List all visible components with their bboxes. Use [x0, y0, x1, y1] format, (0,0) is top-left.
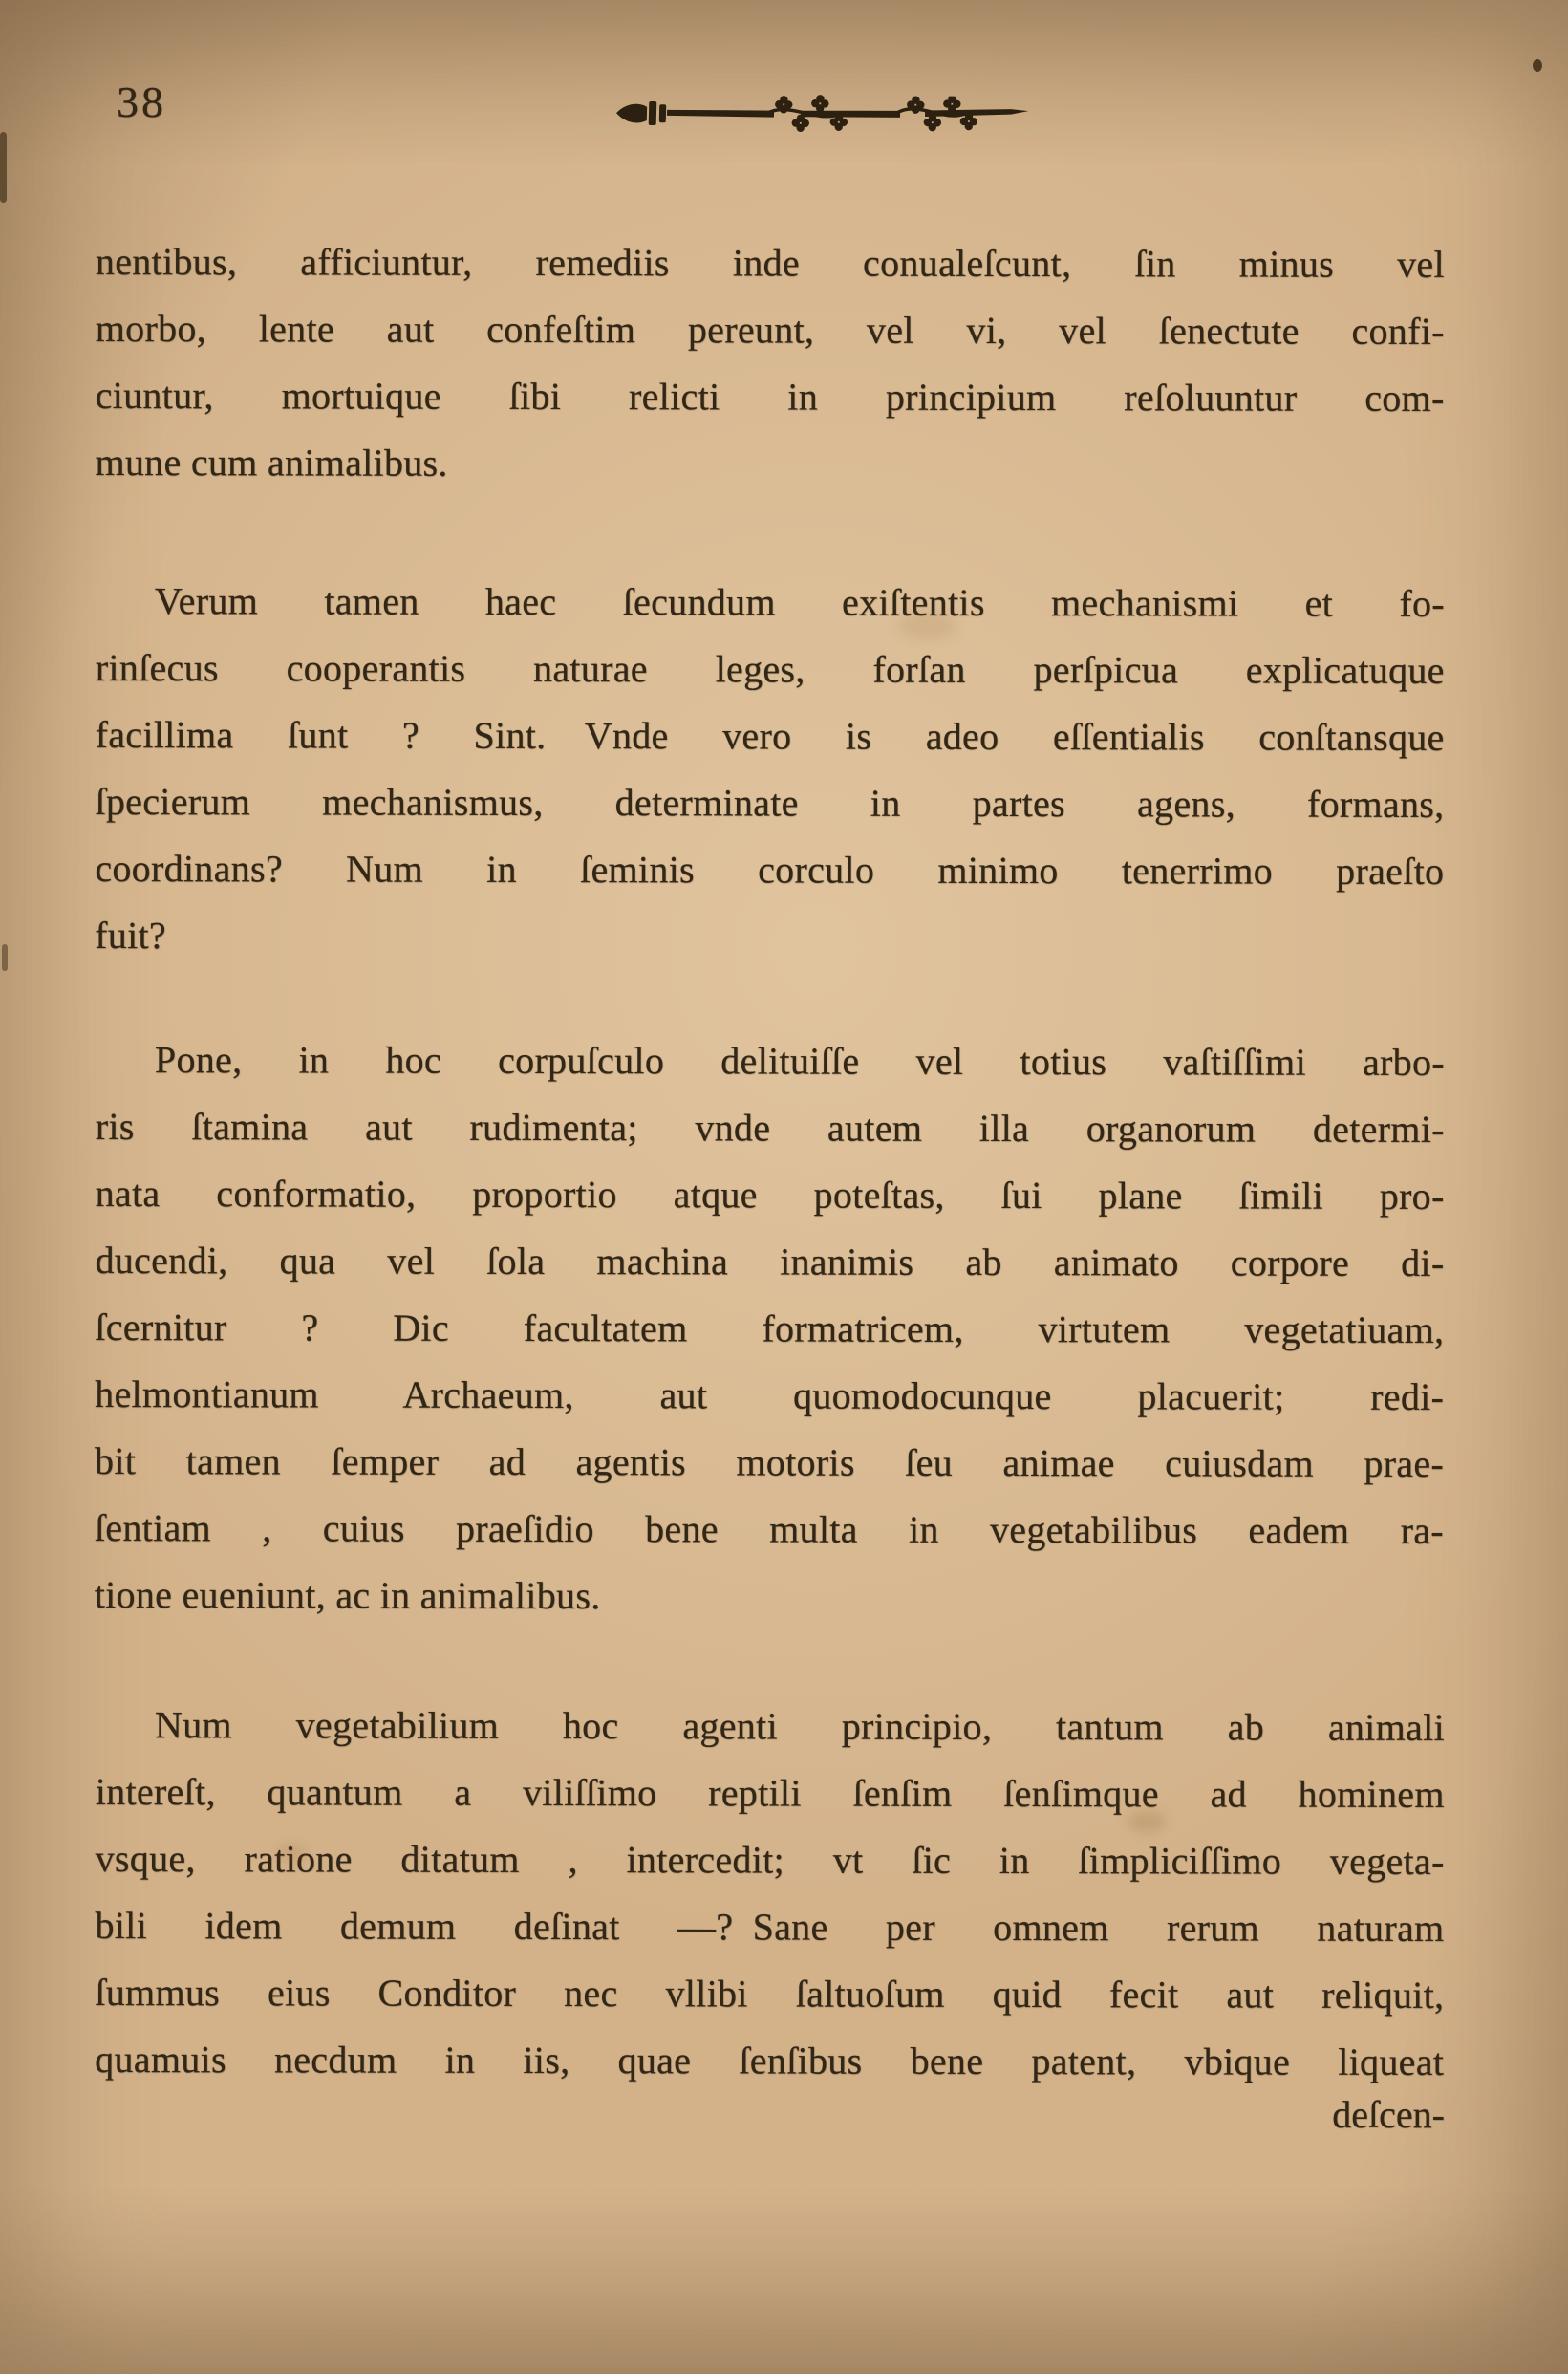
text-line: ſcernitur ? Dic facultatem formatricem, virtutem vegetatiuam,: [95, 1305, 1445, 1351]
text-line: bit tamen ſemper ad agentis motoris ſeu animae cuiusdam prae-: [95, 1438, 1445, 1485]
paper-speck: [1533, 59, 1542, 72]
text-line: Verum tamen haec ſecundum exiſtentis mechanismi et fo-: [154, 579, 1445, 625]
text-line: fuit?: [95, 913, 167, 958]
text-line: tione eueniunt, ac in animalibus.: [94, 1572, 601, 1618]
text-line: rinſecus cooperantis naturae leges, forſan perſpicua explicatuque: [95, 645, 1445, 692]
text-line: intereſt, quantum a viliſſimo reptili ſenſim ſenſimque ad hominem: [95, 1769, 1445, 1816]
text-line: nata conformatio, proportio atque poteſtas, ſui plane ſimili pro-: [95, 1171, 1445, 1218]
page-edge-mark: [0, 132, 7, 203]
text-line: Num vegetabilium hoc agenti principio, tantum ab animali: [154, 1703, 1445, 1749]
text-line: ſentiam , cuius praeſidio bene multa in vegetabilibus eadem ra-: [94, 1505, 1444, 1552]
printers-ornament-icon: [612, 88, 1030, 148]
text-line: bili idem demum deſinat —? Sane per omnem rerum naturam: [95, 1903, 1445, 1950]
page-edge-mark: [2, 944, 8, 971]
text-line: helmontianum Archaeum, aut quomodocunque placuerit; redi-: [95, 1371, 1445, 1418]
paragraph-1: [95, 228, 1445, 499]
text-line: coordinans? Num in ſeminis corculo minimo tenerrimo praeſto: [95, 846, 1445, 893]
paper-stain: [898, 612, 956, 640]
text-line: mune cum animalibus.: [95, 440, 448, 485]
text-line: ris ſtamina aut rudimenta; vnde autem illa organorum determi-: [95, 1104, 1445, 1151]
text-line: vsque, ratione ditatum , intercedit; vt ſic in ſimpliciſſimo vegeta-: [95, 1836, 1445, 1883]
catchword: deſcen-: [1332, 2093, 1445, 2136]
paragraph-4: [95, 1692, 1445, 2096]
page-number: 38: [117, 77, 166, 126]
paper-stain: [277, 1845, 306, 1862]
text-line: ducendi, qua vel ſola machina inanimis ab animato corpore di-: [95, 1238, 1445, 1284]
paper-stain: [1128, 1811, 1166, 1832]
text-line: facillima ſunt ? Sint. Vnde vero is adeo eſſentialis conſtansque: [95, 712, 1445, 759]
paragraph-3: [95, 1026, 1445, 1631]
text-line: Pone, in hoc corpuſculo delituiſſe vel totius vaſtiſſimi arbo-: [154, 1038, 1445, 1084]
text-line: ſummus eius Conditor nec vllibi ſaltuoſum quid fecit aut reliquit,: [95, 1970, 1445, 2017]
text-line: ciuntur, mortuique ſibi relicti in principium reſoluuntur com-: [95, 373, 1445, 420]
text-line: ſpecierum mechanismus, determinate in partes agens, formans,: [95, 779, 1445, 826]
paragraph-2: [95, 568, 1445, 972]
text-line: quamuis necdum in iis, quae ſenſibus bene patent, vbique liqueat: [95, 2037, 1445, 2083]
text-line: nentibus, afficiuntur, remediis inde conualeſcunt, ſin minus vel: [95, 239, 1445, 286]
text-line: morbo, lente aut confeſtim pereunt, vel vi, vel ſenectute confi-: [95, 306, 1445, 353]
